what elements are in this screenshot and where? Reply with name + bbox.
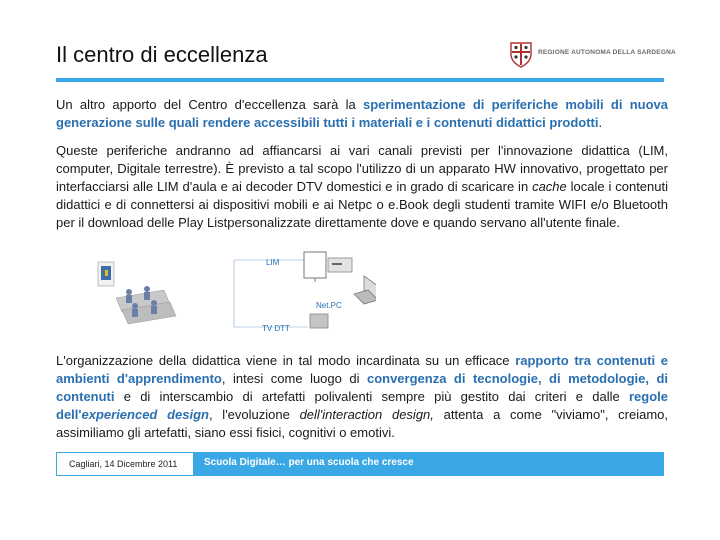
region-logo xyxy=(508,40,676,68)
org-text-5: attenta a come "viviamo", creiamo, assimiliamo gli artefatti, siano essi fisici, cognitivi o emotivi. xyxy=(56,407,668,440)
lim-label: LIM xyxy=(266,258,280,267)
intro-text: Un altro apporto del Centro d'eccellenza sarà la xyxy=(56,97,363,112)
footer-date: Cagliari, 14 Dicembre 2011 xyxy=(56,452,194,476)
org-highlight-3: regole dell' xyxy=(56,389,668,422)
page-title: Il centro di eccellenza xyxy=(56,42,268,67)
intro-paragraph xyxy=(56,96,668,132)
intro-highlight: sperimentazione di periferiche mobili di nuova generazione sulle quali rendere accessibili tutti i materiali e i contenuti didattici prodotti xyxy=(56,97,668,130)
devices-paragraph xyxy=(56,142,668,232)
org-text-2: , intesi come luogo di xyxy=(221,371,367,386)
devices-cache-term: cache xyxy=(532,179,567,194)
devices-text: Queste periferiche andranno ad affiancarsi ai vari canali previsti per l'innovazione didattica (LIM, computer, Digitale terrestre). È previsto a tal scopo l'utilizzo di un apparato HW innovativo, progettato per interfacciarsi alle LIM d'aula e ai decoder DTV domestici e in grado di scaricare in xyxy=(56,143,668,194)
org-highlight-1: rapporto tra contenuti e ambienti d'apprendimento xyxy=(56,353,668,386)
org-text-1: L'organizzazione della didattica viene in tal modo incardinata su un efficace xyxy=(56,353,516,368)
region-logo-text: REGIONE AUTONOMA DELLA SARDEGNA xyxy=(538,49,676,56)
tvdtt-label: TV DTT xyxy=(262,324,290,333)
coat-of-arms-icon xyxy=(508,40,534,68)
org-italic-term: dell'interaction design, xyxy=(299,407,434,422)
footer-bar xyxy=(56,452,664,476)
organization-paragraph xyxy=(56,352,668,442)
org-highlight-4: experienced design xyxy=(81,407,209,422)
architecture-diagram xyxy=(96,250,376,345)
decoder-box-icon xyxy=(328,258,352,272)
classroom-icon xyxy=(98,262,176,324)
tv-icon xyxy=(310,314,328,328)
org-text-4: , l'evoluzione xyxy=(208,407,300,422)
intro-text-end: . xyxy=(598,115,603,130)
org-highlight-2: convergenza di tecnologie, di metodologie, di contenuti xyxy=(56,371,669,404)
netpc-laptop-icon xyxy=(354,276,376,304)
header-divider xyxy=(56,78,664,82)
devices-text-end: locale i contenuti didattici e di connettersi ai dispositivi mobili e ai Netpc o e.Book degli studenti tramite WIFI e/o Bluetooth per il download delle Play Listpersonalizzate direttamente dove e quando servano all'utente finale. xyxy=(56,179,668,230)
footer-tagline: Scuola Digitale… per una scuola che cresce xyxy=(204,457,414,468)
lim-board-icon xyxy=(304,252,326,282)
org-text-3: e di interscambio di artefatti polivalenti sempre più gestito dai criteri e dalle xyxy=(114,389,629,404)
netpc-label: Net.PC xyxy=(316,301,342,310)
